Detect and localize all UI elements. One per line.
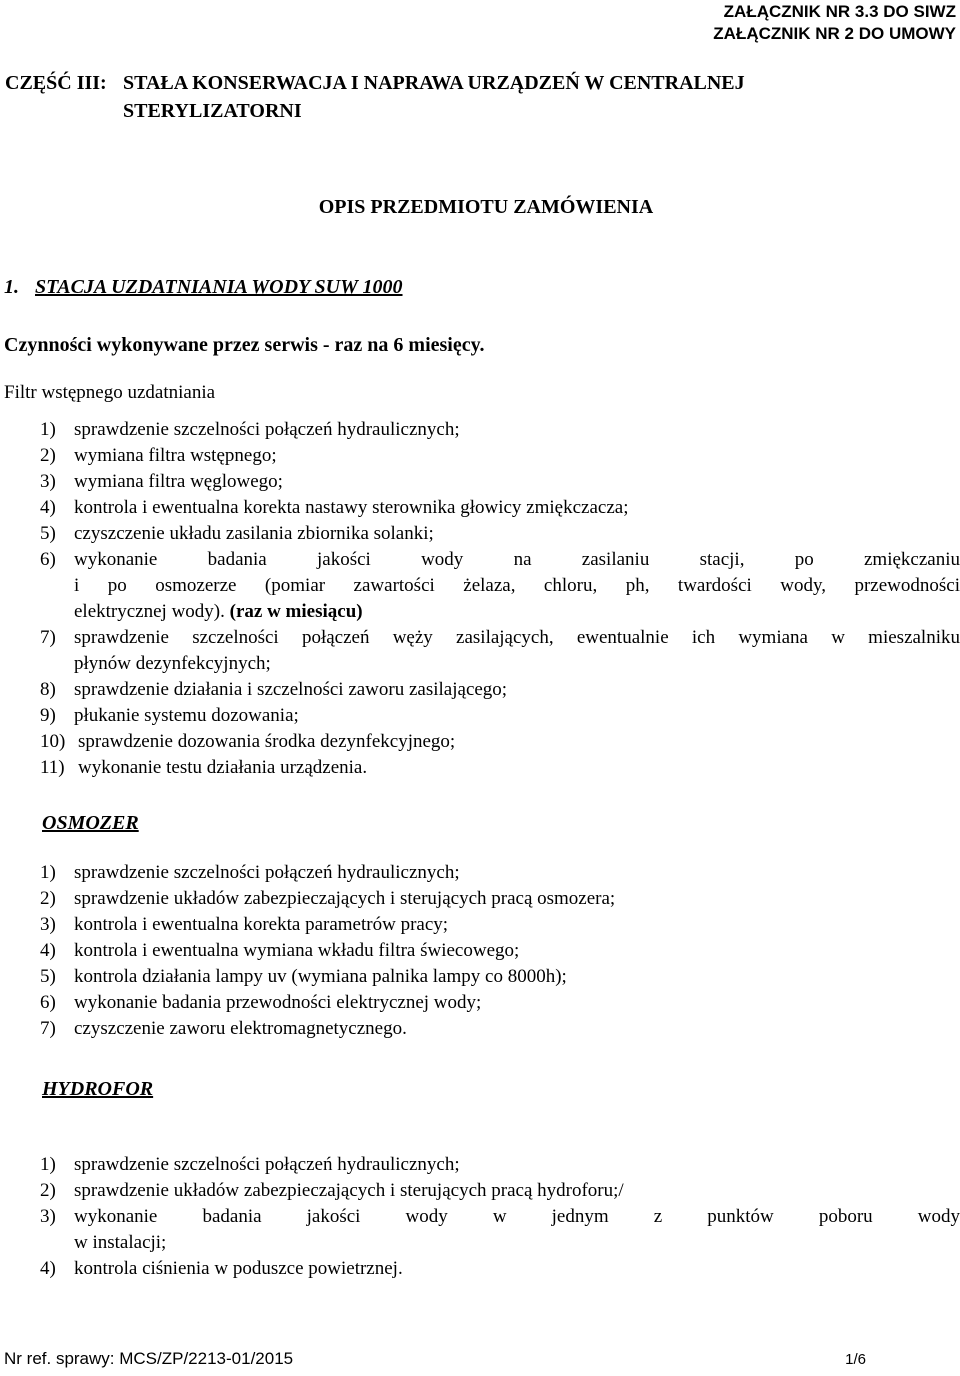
part-title [5,69,905,125]
list-item: 1) sprawdzenie szczelności połączeń hydraulicznych; [40,1154,460,1175]
list-item: 1) sprawdzenie szczelności połączeń hydraulicznych; [40,862,460,883]
osmozer-heading: OSMOZER [42,812,139,834]
list-item: 6) wykonanie badania przewodności elektrycznej wody; [40,992,482,1013]
list-item: 11) wykonanie testu działania urządzenia. [40,757,368,778]
part-title-line-2: STERYLIZATORNI [123,100,302,122]
list-item: 1) sprawdzenie szczelności połączeń hydraulicznych; [40,419,460,440]
service-frequency: Czynności wykonywane przez serwis - raz na 6 miesięcy. [4,334,485,356]
list-item: 4) kontrola ciśnienia w poduszce powietrznej. [40,1258,403,1279]
attachment-line-1: ZAŁĄCZNIK NR 3.3 DO SIWZ [723,2,956,21]
filter-heading: Filtr wstępnego uzdatniania [4,382,216,403]
list-item: 4) kontrola i ewentualna wymiana wkładu filtra świecowego; [40,940,520,961]
list-item: 6) wykonanie badania jakości wody na zasilaniu stacji, po zmiękczaniu i po osmozerze (pomiar zawartości żelaza, chloru, ph, twardości wody, przewodności elektrycznej wody). (raz w miesiącu) [40,549,960,622]
case-reference: Nr ref. sprawy: MCS/ZP/2213-01/2015 [4,1349,294,1368]
list-item: 5) kontrola działania lampy uv (wymiana palnika lampy co 8000h); [40,966,567,987]
section-heading [4,276,403,299]
section-title: STACJA UZDATNIANIA WODY SUW 1000 [35,276,403,298]
attachment-line-2: ZAŁĄCZNIK NR 2 DO UMOWY [713,24,956,43]
list-item: 7) sprawdzenie szczelności połączeń węży zasilających, ewentualnie ich wymiana w mieszalniku płynów dezynfekcyjnych; [40,627,960,674]
list-item: 2) wymiana filtra wstępnego; [40,445,277,466]
list-item: 9) płukanie systemu dozowania; [40,705,299,726]
list-item: 10) sprawdzenie dozowania środka dezynfekcyjnego; [40,731,456,752]
list-item: 2) sprawdzenie układów zabezpieczających i sterujących pracą hydroforu;/ [40,1180,624,1201]
page-number: 1/6 [845,1351,866,1368]
list-item: 3) wykonanie badania jakości wody w jednym z punktów poboru wody w instalacji; [40,1206,960,1253]
list-item: 4) kontrola i ewentualna korekta nastawy sterownika głowicy zmiękczacza; [40,497,629,518]
list-item: 8) sprawdzenie działania i szczelności zaworu zasilającego; [40,679,508,700]
hydrofor-task-list [0,1152,960,1282]
list-item: 3) wymiana filtra węglowego; [40,471,283,492]
list-item: 2) sprawdzenie układów zabezpieczających i sterujących pracą osmozera; [40,888,616,909]
hydrofor-heading: HYDROFOR [42,1078,154,1100]
document-title: OPIS PRZEDMIOTU ZAMÓWIENIA [318,196,654,218]
filter-task-list [0,417,960,781]
list-item: 5) czyszczenie układu zasilania zbiornika solanki; [40,523,434,544]
attachment-header [713,1,956,45]
section-number: 1. [4,276,19,298]
osmozer-task-list [0,860,960,1042]
part-prefix: CZĘŚĆ III: [5,72,107,94]
list-item: 7) czyszczenie zaworu elektromagnetycznego. [40,1018,407,1039]
part-title-line-1: STAŁA KONSERWACJA I NAPRAWA URZĄDZEŃ W CENTRALNEJ [123,72,745,94]
list-item: 3) kontrola i ewentualna korekta parametrów pracy; [40,914,449,935]
monthly-note: (raz w miesiącu) [229,601,363,622]
